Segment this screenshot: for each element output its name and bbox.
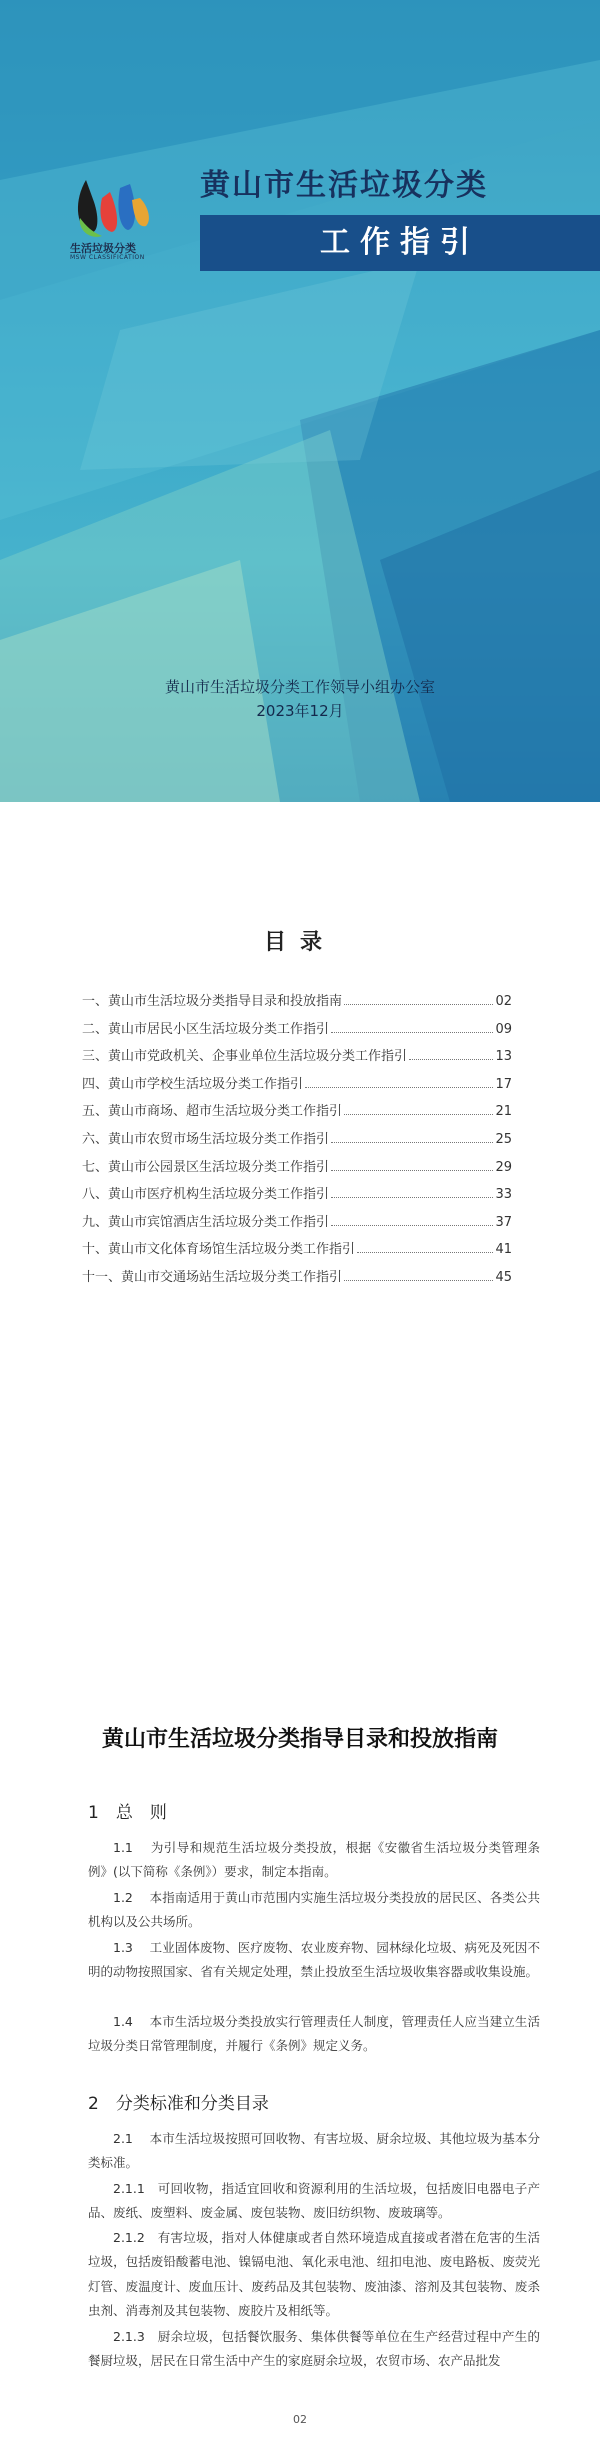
toc-title: 目录 (263, 930, 336, 955)
toc-item-label: 四、黄山市学校生活垃圾分类工作指引 (82, 1076, 304, 1092)
toc-item-label: 六、黄山市农贸市场生活垃圾分类工作指引 (82, 1131, 330, 1147)
toc-item-label: 三、黄山市党政机关、企事业单位生活垃圾分类工作指引 (82, 1049, 408, 1065)
toc-leader (357, 1252, 493, 1253)
section-heading-general: 1 总 则 (88, 1803, 167, 1823)
toc-leader (305, 1087, 493, 1088)
cover-subtitle: 工作指引 (320, 225, 480, 260)
logo-subtext: MSW CLASSIFICATION (70, 254, 145, 261)
paragraph-1-1: 1.1 为引导和规范生活垃圾分类投放，根据《安徽省生活垃圾分类管理条例》(以下简称《条例》）要求，制定本指南。 (88, 1840, 540, 1880)
toc-item[interactable] (82, 1018, 512, 1046)
page-number: 02 (293, 2413, 307, 2426)
toc-item[interactable] (82, 1211, 512, 1239)
toc-item[interactable] (82, 1156, 512, 1184)
toc-item-label: 八、黄山市医疗机构生活垃圾分类工作指引 (82, 1187, 330, 1203)
toc-leader (409, 1059, 493, 1060)
cover-page (0, 0, 600, 802)
toc-leader (331, 1225, 493, 1226)
toc-item[interactable] (82, 990, 512, 1018)
paragraph-2-1-2: 2.1.2 有害垃圾，指对人体健康或者自然环境造成直接或者潜在危害的生活垃圾，包括废铅酸蓄电池、镍镉电池、氧化汞电池、纽扣电池、废电路板、废荧光灯管、废温度计、废血压计、废药品及其包装物、废油漆、溶剂及其包装物、废杀虫剂、消毒剂及其包装物、废胶片及相纸等。 (88, 2230, 540, 2319)
toc-leader (331, 1142, 493, 1143)
toc-item-page: 33 (495, 1187, 512, 1203)
toc-item-page: 37 (495, 1214, 512, 1230)
document-title: 黄山市生活垃圾分类指导目录和投放指南 (101, 1727, 498, 1752)
toc-item-page: 45 (495, 1269, 512, 1285)
toc-item-page: 21 (495, 1104, 512, 1120)
toc-item-page: 09 (495, 1021, 512, 1037)
toc-item[interactable] (82, 1100, 512, 1128)
toc-item-page: 29 (495, 1159, 512, 1175)
logo-text: 生活垃圾分类 (70, 242, 136, 255)
toc-leader (331, 1170, 493, 1171)
toc-item-label: 五、黄山市商场、超市生活垃圾分类工作指引 (82, 1104, 343, 1120)
toc-leader (344, 1280, 493, 1281)
toc-item[interactable] (82, 1238, 512, 1266)
toc-leader (344, 1004, 493, 1005)
cover-title: 黄山市生活垃圾分类 (200, 168, 488, 203)
toc-item[interactable] (82, 1266, 512, 1294)
toc-item-page: 25 (495, 1131, 512, 1147)
toc-item-page: 41 (495, 1242, 512, 1258)
toc-item-page: 17 (495, 1076, 512, 1092)
toc-item-label: 十一、黄山市交通场站生活垃圾分类工作指引 (82, 1269, 343, 1285)
paragraph-2-1-3: 2.1.3 厨余垃圾，包括餐饮服务、集体供餐等单位在生产经营过程中产生的餐厨垃圾，居民在日常生活中产生的家庭厨余垃圾，农贸市场、农产品批发 (88, 2329, 540, 2369)
toc-item[interactable] (82, 1073, 512, 1101)
toc-item[interactable] (82, 1128, 512, 1156)
toc-item-page: 02 (495, 994, 512, 1009)
cover-organization: 黄山市生活垃圾分类工作领导小组办公室 (164, 678, 435, 696)
toc-item-page: 13 (495, 1049, 512, 1065)
toc-item-label: 七、黄山市公园景区生活垃圾分类工作指引 (82, 1159, 330, 1175)
toc-item-label: 十、黄山市文化体育场馆生活垃圾分类工作指引 (82, 1242, 356, 1258)
section-heading-standards: 2 分类标准和分类目录 (88, 2094, 269, 2114)
toc-leader (331, 1032, 493, 1033)
paragraph-1-3: 1.3 工业固体废物、医疗废物、农业废弃物、园林绿化垃圾、病死及死因不明的动物按照国家、省有关规定处理，禁止投放至生活垃圾收集容器或收集设施。 (88, 1940, 540, 1980)
toc-item-label: 九、黄山市宾馆酒店生活垃圾分类工作指引 (82, 1214, 330, 1230)
paragraph-1-4: 1.4 本市生活垃圾分类投放实行管理责任人制度，管理责任人应当建立生活垃圾分类日常管理制度，并履行《条例》规定义务。 (88, 2014, 540, 2054)
toc-leader (344, 1114, 493, 1115)
toc-item[interactable] (82, 1045, 512, 1073)
toc-item-label: 二、黄山市居民小区生活垃圾分类工作指引 (82, 1021, 330, 1037)
toc-item[interactable] (82, 1183, 512, 1211)
paragraph-2-1-1: 2.1.1 可回收物，指适宜回收和资源利用的生活垃圾，包括废旧电器电子产品、废纸、废塑料、废金属、废包装物、废旧纺织物、废玻璃等。 (88, 2181, 540, 2221)
paragraph-1-2: 1.2 本指南适用于黄山市范围内实施生活垃圾分类投放的居民区、各类公共机构以及公共场所。 (88, 1890, 540, 1930)
toc-leader (331, 1197, 493, 1198)
cover-date: 2023年12月 (256, 702, 344, 720)
toc-item-label: 一、黄山市生活垃圾分类指导目录和投放指南 (82, 994, 343, 1009)
table-of-contents (82, 990, 512, 1294)
paragraph-2-1: 2.1 本市生活垃圾按照可回收物、有害垃圾、厨余垃圾、其他垃圾为基本分类标准。 (88, 2131, 540, 2171)
